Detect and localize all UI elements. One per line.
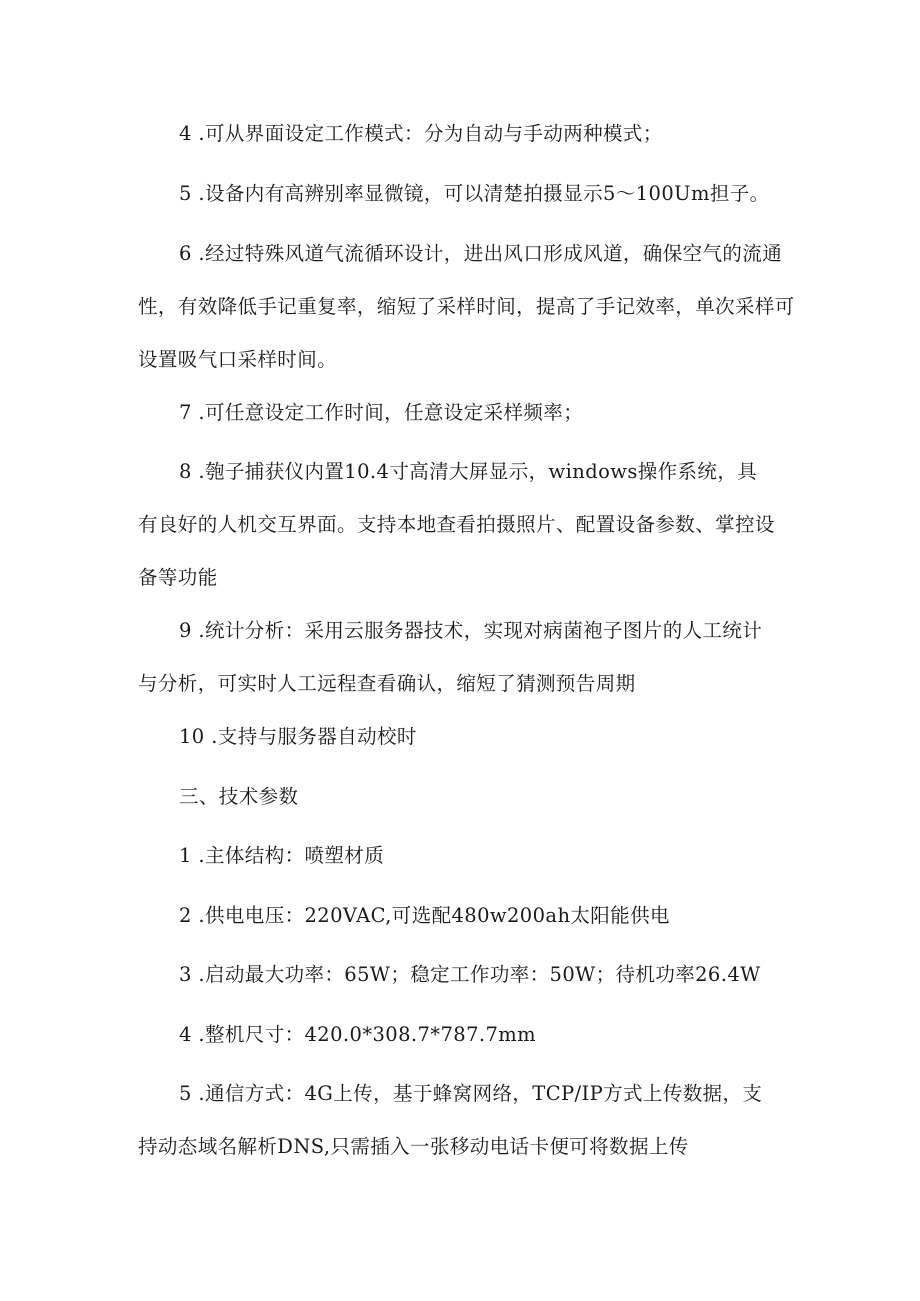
paragraph-text: 3 .启动最大功率：65W；稳定工作功率：50W；待机功率26.4W	[179, 963, 761, 986]
paragraph-9-statistics	[138, 604, 798, 710]
paragraph-text: 持动态域名解析DNS,只需插入一张移动电话卡便可将数据上传	[138, 1135, 689, 1158]
paragraph-text: 2 .供电电压：220VAC,可选配480w200ah太阳能供电	[179, 904, 670, 927]
paragraph-text: 1 .主体结构：喷塑材质	[179, 844, 385, 867]
paragraph-8-display	[138, 445, 798, 604]
paragraph-text: 有良好的人机交互界面。支持本地查看拍摄照片、配置设备参数、掌控设	[138, 513, 775, 536]
paragraph-param-5-communication	[138, 1067, 798, 1173]
paragraph-text: 设置吸气口采样时间。	[138, 348, 338, 371]
paragraph-5-microscope	[138, 167, 798, 220]
paragraph-param-2-voltage	[138, 889, 798, 942]
paragraph-6-airflow	[138, 227, 798, 386]
paragraph-text: 备等功能	[138, 566, 218, 589]
paragraph-text: 性，有效降低手记重复率，缩短了采样时间，提高了手记效率，单次采样可	[138, 295, 795, 318]
paragraph-text: 7 .可任意设定工作时间，任意设定采样频率；	[179, 401, 584, 424]
paragraph-param-4-dimensions	[138, 1008, 798, 1061]
paragraph-text: 5 .通信方式：4G上传，基于蜂窝网络，TCP/IP方式上传数据，支	[179, 1082, 763, 1105]
heading-text: 三、技术参数	[179, 785, 299, 808]
paragraph-text: 4 .可从界面设定工作模式：分为自动与手动两种模式；	[179, 122, 663, 145]
paragraph-7-work-time	[138, 386, 798, 439]
paragraph-text: 10 .支持与服务器自动校时	[179, 725, 417, 748]
paragraph-text: 4 .整机尺寸：420.0*308.7*787.7mm	[179, 1023, 537, 1046]
paragraph-text: 与分析，可实时人工远程查看确认，缩短了猜测预告周期	[138, 672, 636, 695]
paragraph-4-work-mode	[138, 107, 798, 160]
paragraph-text: 8 .匏子捕获仪内置10.4寸高清大屏显示，windows操作系统，具	[179, 460, 758, 483]
paragraph-text: 5 .设备内有高辨别率显微镜，可以清楚拍摄显示5～100Um担子。	[179, 182, 770, 205]
paragraph-param-3-power	[138, 948, 798, 1001]
section-heading-technical-parameters	[138, 770, 798, 823]
paragraph-text: 9 .统计分析：采用云服务器技术，实现对病菌袍子图片的人工统计	[179, 619, 763, 642]
paragraph-text: 6 .经过特殊风道气流循环设计，进出风口形成风道，确保空气的流通	[179, 242, 783, 265]
paragraph-10-time-sync	[138, 710, 798, 763]
paragraph-param-1-structure	[138, 829, 798, 882]
